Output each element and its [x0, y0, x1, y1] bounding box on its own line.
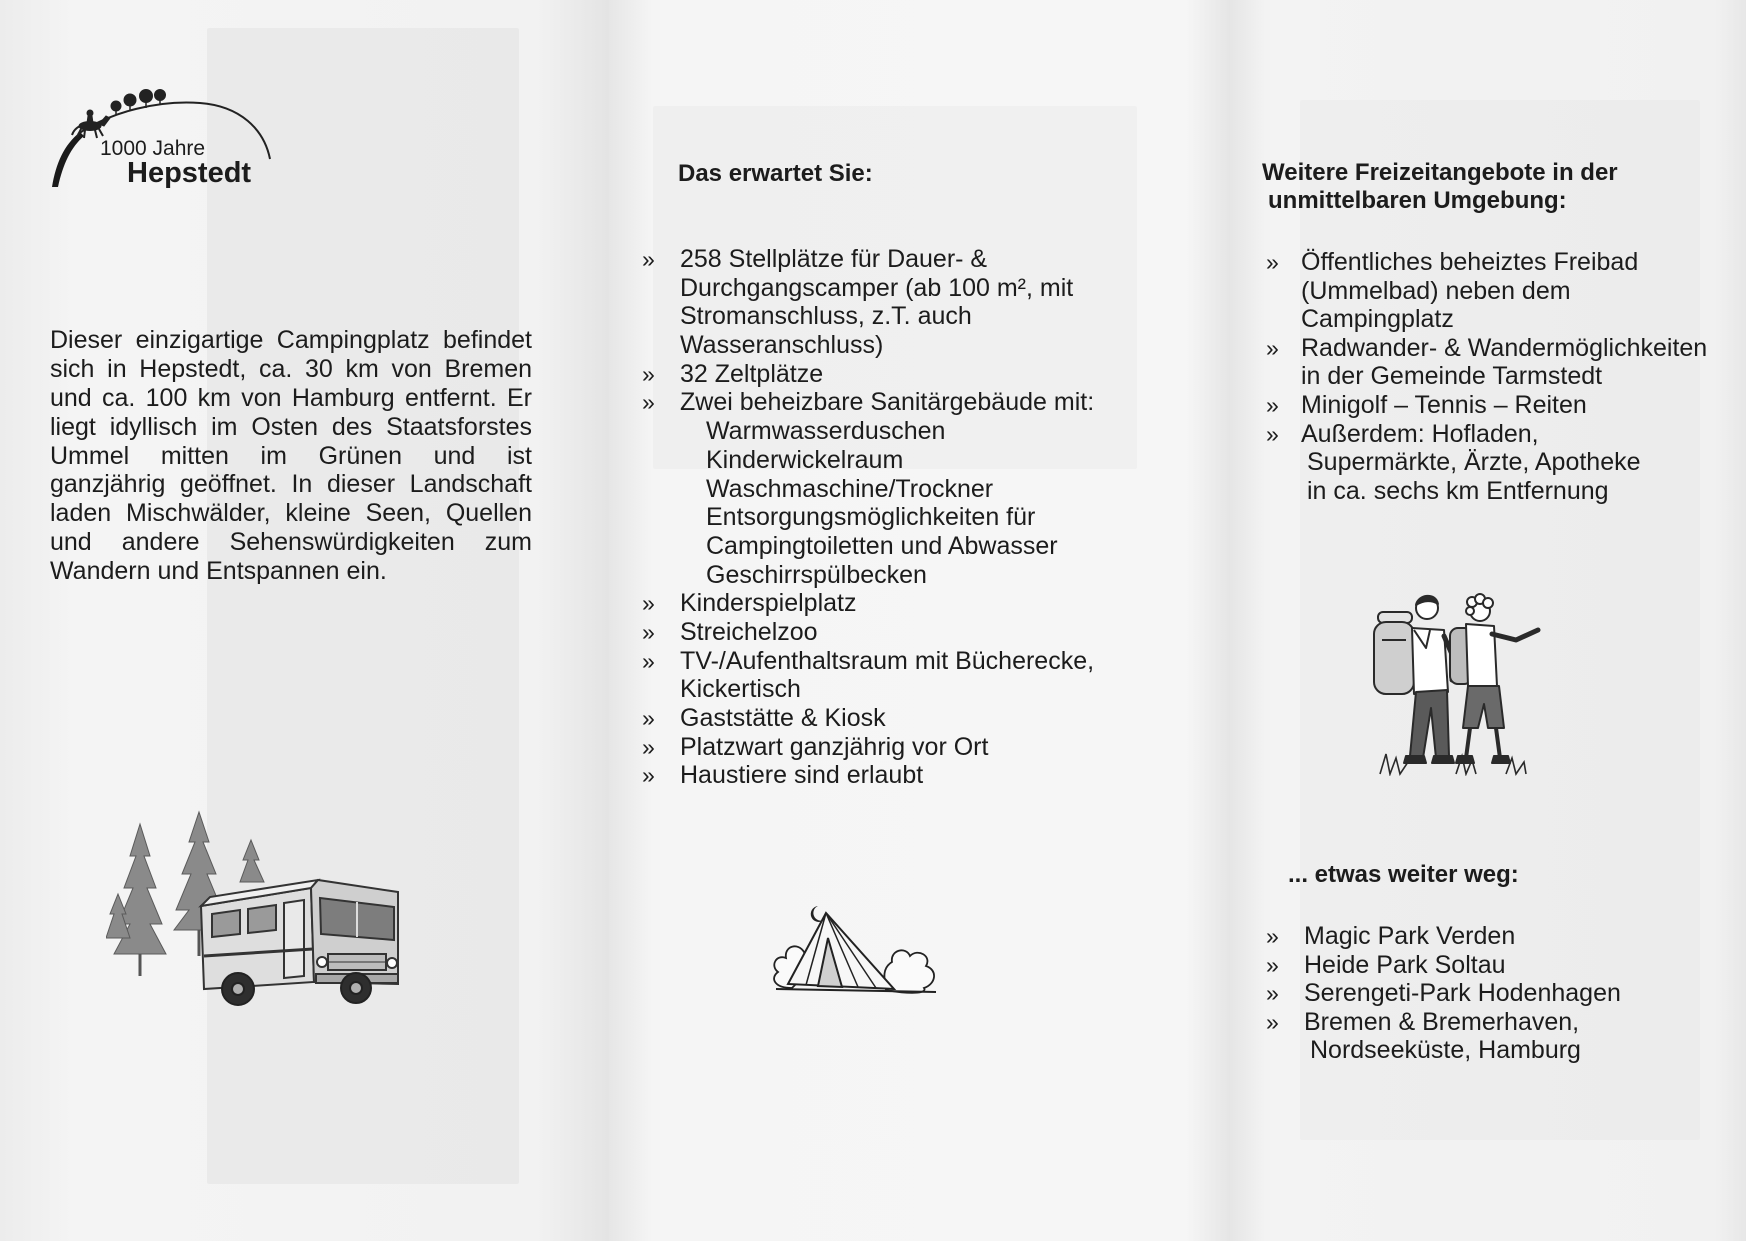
further-text-line: Heide Park Soltau: [1304, 950, 1506, 979]
woman-pants: [1463, 686, 1504, 728]
hikers-illustration: [1366, 578, 1558, 776]
further-item: [1266, 1008, 1621, 1065]
amenity-text-line: Streichelzoo: [680, 617, 818, 646]
logo-trees: [111, 90, 166, 116]
amenity-text-line: 258 Stellplätze für Dauer- &: [680, 245, 988, 273]
intro-line: und andere Sehenswürdigkeiten zum: [50, 528, 532, 557]
further-text-line: Magic Park Verden: [1304, 922, 1516, 950]
intro-line: liegt idyllisch im Osten des Staatsforstes: [50, 412, 532, 441]
bullet-marker: »: [1266, 1008, 1279, 1035]
bullet-marker: »: [1266, 420, 1279, 447]
amenity-text-line: 32 Zeltplätze: [680, 359, 824, 388]
amenity-text-line: Haustiere sind erlaubt: [680, 761, 924, 790]
bullet-marker: »: [642, 389, 655, 416]
intro-line: ganzjährig geöffnet. In dieser Landschaft: [50, 470, 532, 499]
bullet-marker: »: [1266, 391, 1279, 418]
logo-swoosh: [52, 132, 84, 187]
logo-year-text: 1000 Jahre: [100, 137, 206, 160]
nearby-text-line: in ca. sechs km Entfernung: [1307, 476, 1609, 505]
intro-line: Ummel mitten im Grünen und ist: [50, 441, 532, 470]
intro-line: laden Mischwälder, kleine Seen, Quellen: [50, 499, 532, 528]
bullet-marker: »: [642, 762, 655, 789]
nearby-text-line: Öffentliches beheiztes Freibad: [1301, 248, 1639, 276]
bullet-marker: »: [642, 246, 655, 272]
nearby-text-line: in der Gemeinde Tarmstedt: [1301, 362, 1603, 391]
further-item: [1266, 979, 1621, 1008]
bullet-marker: »: [1266, 923, 1279, 949]
further-heading: ... etwas weiter weg:: [1288, 861, 1519, 888]
logo-rider: [72, 110, 110, 138]
nearby-text-line: Außerdem: Hofladen,: [1301, 419, 1539, 448]
bullet-marker: »: [642, 618, 655, 645]
further-item: [1266, 951, 1621, 980]
amenity-item: [642, 589, 1094, 618]
amenity-item: [642, 618, 1094, 647]
nearby-list: [1266, 248, 1707, 505]
amenity-item: [642, 360, 1094, 389]
amenity-text-line: Kinderspielplatz: [680, 589, 857, 618]
tent-illustration: [768, 898, 943, 998]
nearby-text-line: Minigolf – Tennis – Reiten: [1301, 390, 1587, 419]
hiker-man: [1374, 596, 1458, 763]
amenity-sub-line: Campingtoiletten und Abwasser: [706, 531, 1058, 560]
amenity-text-line: Stromanschluss, z.T. auch: [680, 302, 972, 331]
man-legs: [1410, 690, 1449, 758]
logo-town-name: Hepstedt: [127, 157, 252, 189]
further-list: [1266, 922, 1621, 1065]
amenities-heading: Das erwartet Sie:: [678, 160, 873, 187]
amenity-item: [642, 704, 1094, 733]
amenity-text-line: Wasseranschluss): [680, 331, 884, 360]
bullet-marker: »: [1266, 334, 1279, 361]
amenity-item: [642, 647, 1094, 704]
intro-line: Dieser einzigartige Campingplatz befindet: [50, 326, 532, 354]
amenity-item: [642, 733, 1094, 762]
nearby-text-line: Supermärkte, Ärzte, Apotheke: [1307, 448, 1641, 477]
bullet-marker: »: [642, 360, 655, 387]
amenity-text-line: TV-/Aufenthaltsraum mit Bücherecke,: [680, 646, 1095, 675]
amenity-text-line: Durchgangscamper (ab 100 m², mit: [680, 273, 1074, 302]
camper-illustration: [106, 806, 411, 1010]
amenity-text-line: Gaststätte & Kiosk: [680, 704, 886, 732]
hiker-woman: [1450, 594, 1538, 763]
bullet-marker: »: [642, 647, 655, 674]
intro-paragraph: [50, 326, 532, 586]
nearby-heading-line: Weitere Freizeitangebote in der: [1262, 159, 1618, 186]
amenity-item: [642, 388, 1094, 589]
bullet-marker: »: [642, 733, 655, 760]
nearby-item: [1266, 248, 1707, 334]
bullet-marker: »: [642, 590, 655, 617]
amenity-text-line: Zwei beheizbare Sanitärgebäude mit:: [680, 388, 1095, 417]
amenity-item: [642, 245, 1094, 360]
bullet-marker: »: [1266, 249, 1279, 275]
amenity-sub-line: Kinderwickelraum: [706, 445, 904, 474]
amenity-sub-line: Waschmaschine/Trockner: [706, 474, 994, 503]
amenity-sub-line: Warmwasserduschen: [706, 417, 946, 446]
further-text-line: Serengeti-Park Hodenhagen: [1304, 979, 1621, 1008]
intro-line: Wandern und Entspannen ein.: [50, 557, 387, 586]
nearby-heading-line: unmittelbaren Umgebung:: [1268, 187, 1567, 214]
bleed-through-shade: [207, 28, 519, 1184]
amenities-list: [642, 245, 1094, 790]
further-text-line: Nordseeküste, Hamburg: [1310, 1036, 1581, 1065]
further-text-line: Bremen & Bremerhaven,: [1304, 1007, 1580, 1036]
camper-van: [201, 880, 398, 989]
amenity-text-line: Kickertisch: [680, 675, 801, 704]
nearby-item: [1266, 391, 1707, 420]
bullet-marker: »: [1266, 951, 1279, 978]
nearby-text-line: (Ummelbad) neben dem: [1301, 276, 1571, 305]
amenity-item: [642, 761, 1094, 790]
nearby-text-line: Radwander- & Wandermöglichkeiten: [1301, 333, 1708, 362]
further-item: [1266, 922, 1621, 951]
amenity-sub-line: Geschirrspülbecken: [706, 560, 927, 589]
amenity-sub-line: Entsorgungsmöglichkeiten für: [706, 503, 1036, 532]
intro-line: und ca. 100 km von Hamburg entfernt. Er: [50, 383, 532, 412]
bullet-marker: »: [1266, 980, 1279, 1007]
nearby-text-line: Campingplatz: [1301, 305, 1454, 334]
nearby-item: [1266, 334, 1707, 391]
nearby-heading: [1262, 159, 1618, 215]
man-backpack: [1374, 622, 1414, 694]
amenity-text-line: Platzwart ganzjährig vor Ort: [680, 732, 989, 761]
nearby-item: [1266, 420, 1707, 506]
intro-line: sich in Hepstedt, ca. 30 km von Bremen: [50, 354, 532, 383]
woman-pointing-arm: [1492, 630, 1538, 640]
bullet-marker: »: [642, 705, 655, 731]
